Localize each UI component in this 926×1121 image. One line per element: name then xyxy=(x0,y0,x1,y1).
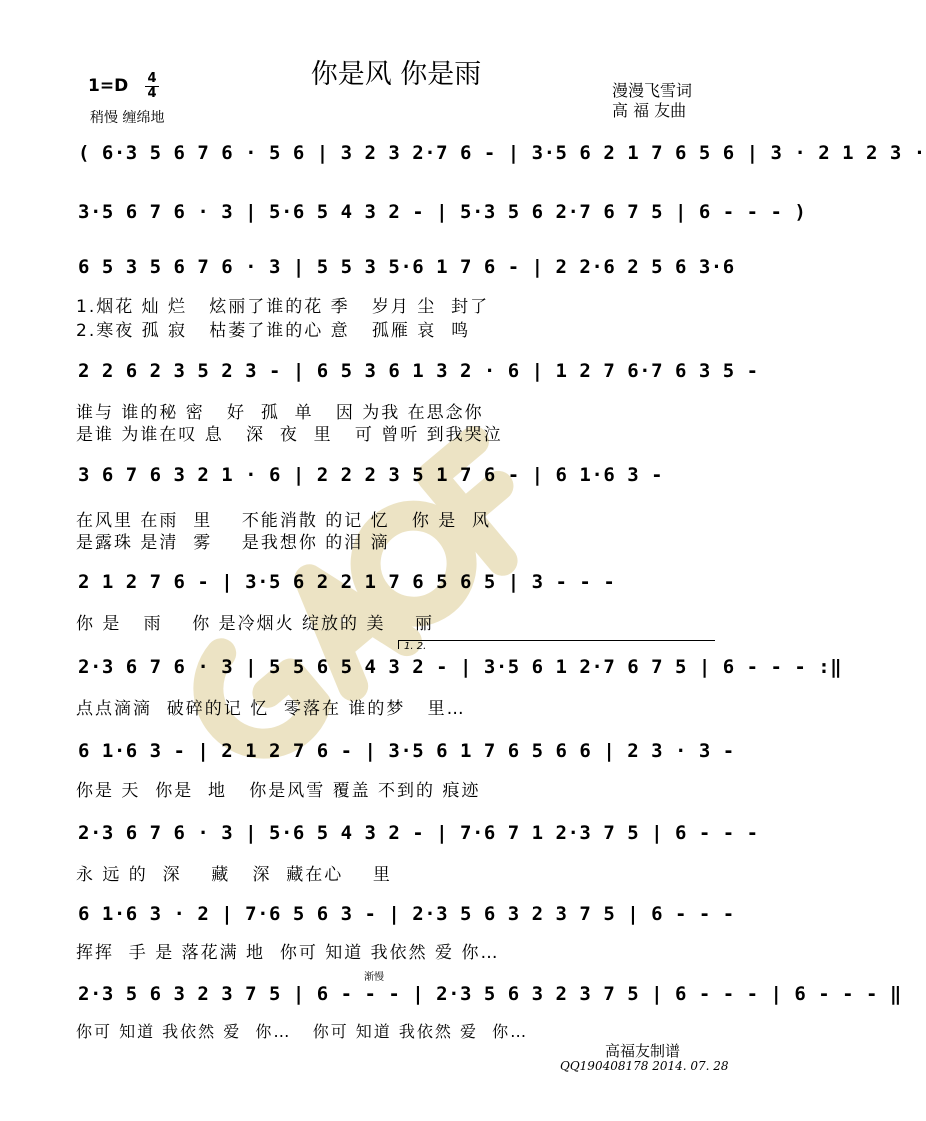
notation-line-9: 2·3 6 7 6 · 3 | 5·6 5 4 3 2 - | 7·6 7 1 2·3 7 5 | 6 - - - xyxy=(78,822,759,844)
notation-line-3: 6 5 3 5 6 7 6 · 3 | 5 5 3 5·6 1 7 6 - | 2 2·6 2 5 6 3·6 xyxy=(78,256,735,278)
composer-credit: 高 福 友曲 xyxy=(612,101,687,120)
notation-line-7: 2·3 6 7 6 · 3 | 5 5 6 5 4 3 2 - | 3·5 6 1 2·7 6 7 5 | 6 - - - :‖ xyxy=(78,656,843,678)
lyric-line4: 你 是 雨 你 是冷烟火 绽放的 美 丽 xyxy=(76,614,435,634)
time-signature-bottom: 4 xyxy=(145,86,159,101)
lyric-verse1-line2: 谁与 谁的秘 密 好 孤 单 因 为我 在思念你 xyxy=(76,403,484,423)
time-signature xyxy=(145,72,159,101)
song-title: 你是风 你是雨 xyxy=(310,59,482,90)
lyric-verse2-line3: 是露珠 是清 雾 是我想你 的泪 滴 xyxy=(76,533,390,553)
key-signature: 1=D xyxy=(88,76,129,96)
notation-line-8: 6 1·6 3 - | 2 1 2 7 6 - | 3·5 6 1 7 6 5 6 6 | 2 3 · 3 - xyxy=(78,740,735,762)
tempo-change-mark: 渐慢 xyxy=(364,972,384,983)
lyric-verse1-line3: 在风里 在雨 里 不能消散 的记 忆 你 是 风 xyxy=(76,511,492,531)
lyric-line6: 你是 天 你是 地 你是风雪 覆盖 不到的 痕迹 xyxy=(76,781,481,801)
lyric-line8: 挥挥 手 是 落花满 地 你可 知道 我依然 爱 你… xyxy=(76,943,500,963)
lyric-verse2-line1: 2.寒夜 孤 寂 枯萎了谁的心 意 孤雁 哀 鸣 xyxy=(76,321,471,341)
notation-line-11: 2·3 5 6 3 2 3 7 5 | 6 - - - | 2·3 5 6 3 2 3 7 5 | 6 - - - | 6 - - - ‖ xyxy=(78,983,902,1005)
score-maker: 高福友制谱 xyxy=(605,1042,681,1060)
time-signature-top: 4 xyxy=(147,71,157,86)
notation-line-2: 3·5 6 7 6 · 3 | 5·6 5 4 3 2 - | 5·3 5 6 2·7 6 7 5 | 6 - - - ) xyxy=(78,201,807,223)
volta-bracket xyxy=(398,640,715,649)
lyric-verse2-line2: 是谁 为谁在叹 息 深 夜 里 可 曾听 到我哭泣 xyxy=(76,425,503,445)
notation-line-6: 2 1 2 7 6 - | 3·5 6 2 2 1 7 6 5 6 5 | 3 - - - xyxy=(78,571,616,593)
volta-label: 1. 2. xyxy=(404,641,427,652)
contact-info: QQ190408178 2014. 07. 28 xyxy=(560,1059,729,1073)
lyric-line5: 点点滴滴 破碎的记 忆 零落在 谁的梦 里… xyxy=(76,699,466,719)
lyricist-credit: 漫漫飞雪词 xyxy=(612,81,693,100)
lyric-line9: 你可 知道 我依然 爱 你… 你可 知道 我依然 爱 你… xyxy=(76,1022,529,1041)
notation-line-1: ( 6·3 5 6 7 6 · 5 6 | 3 2 3 2·7 6 - | 3·5 6 2 1 7 6 5 6 | 3 · 2 1 2 3 · xyxy=(78,142,926,164)
notation-line-5: 3 6 7 6 3 2 1 · 6 | 2 2 2 3 5 1 7 6 - | 6 1·6 3 - xyxy=(78,464,664,486)
lyric-verse1-line1: 1.烟花 灿 烂 炫丽了谁的花 季 岁月 尘 封了 xyxy=(76,297,490,317)
notation-line-4: 2 2 6 2 3 5 2 3 - | 6 5 3 6 1 3 2 · 6 | 1 2 7 6·7 6 3 5 - xyxy=(78,360,759,382)
lyric-line7: 永 远 的 深 藏 深 藏在心 里 xyxy=(76,865,392,885)
notation-line-10: 6 1·6 3 · 2 | 7·6 5 6 3 - | 2·3 5 6 3 2 3 7 5 | 6 - - - xyxy=(78,903,735,925)
tempo-marking: 稍慢 缠绵地 xyxy=(90,110,165,126)
